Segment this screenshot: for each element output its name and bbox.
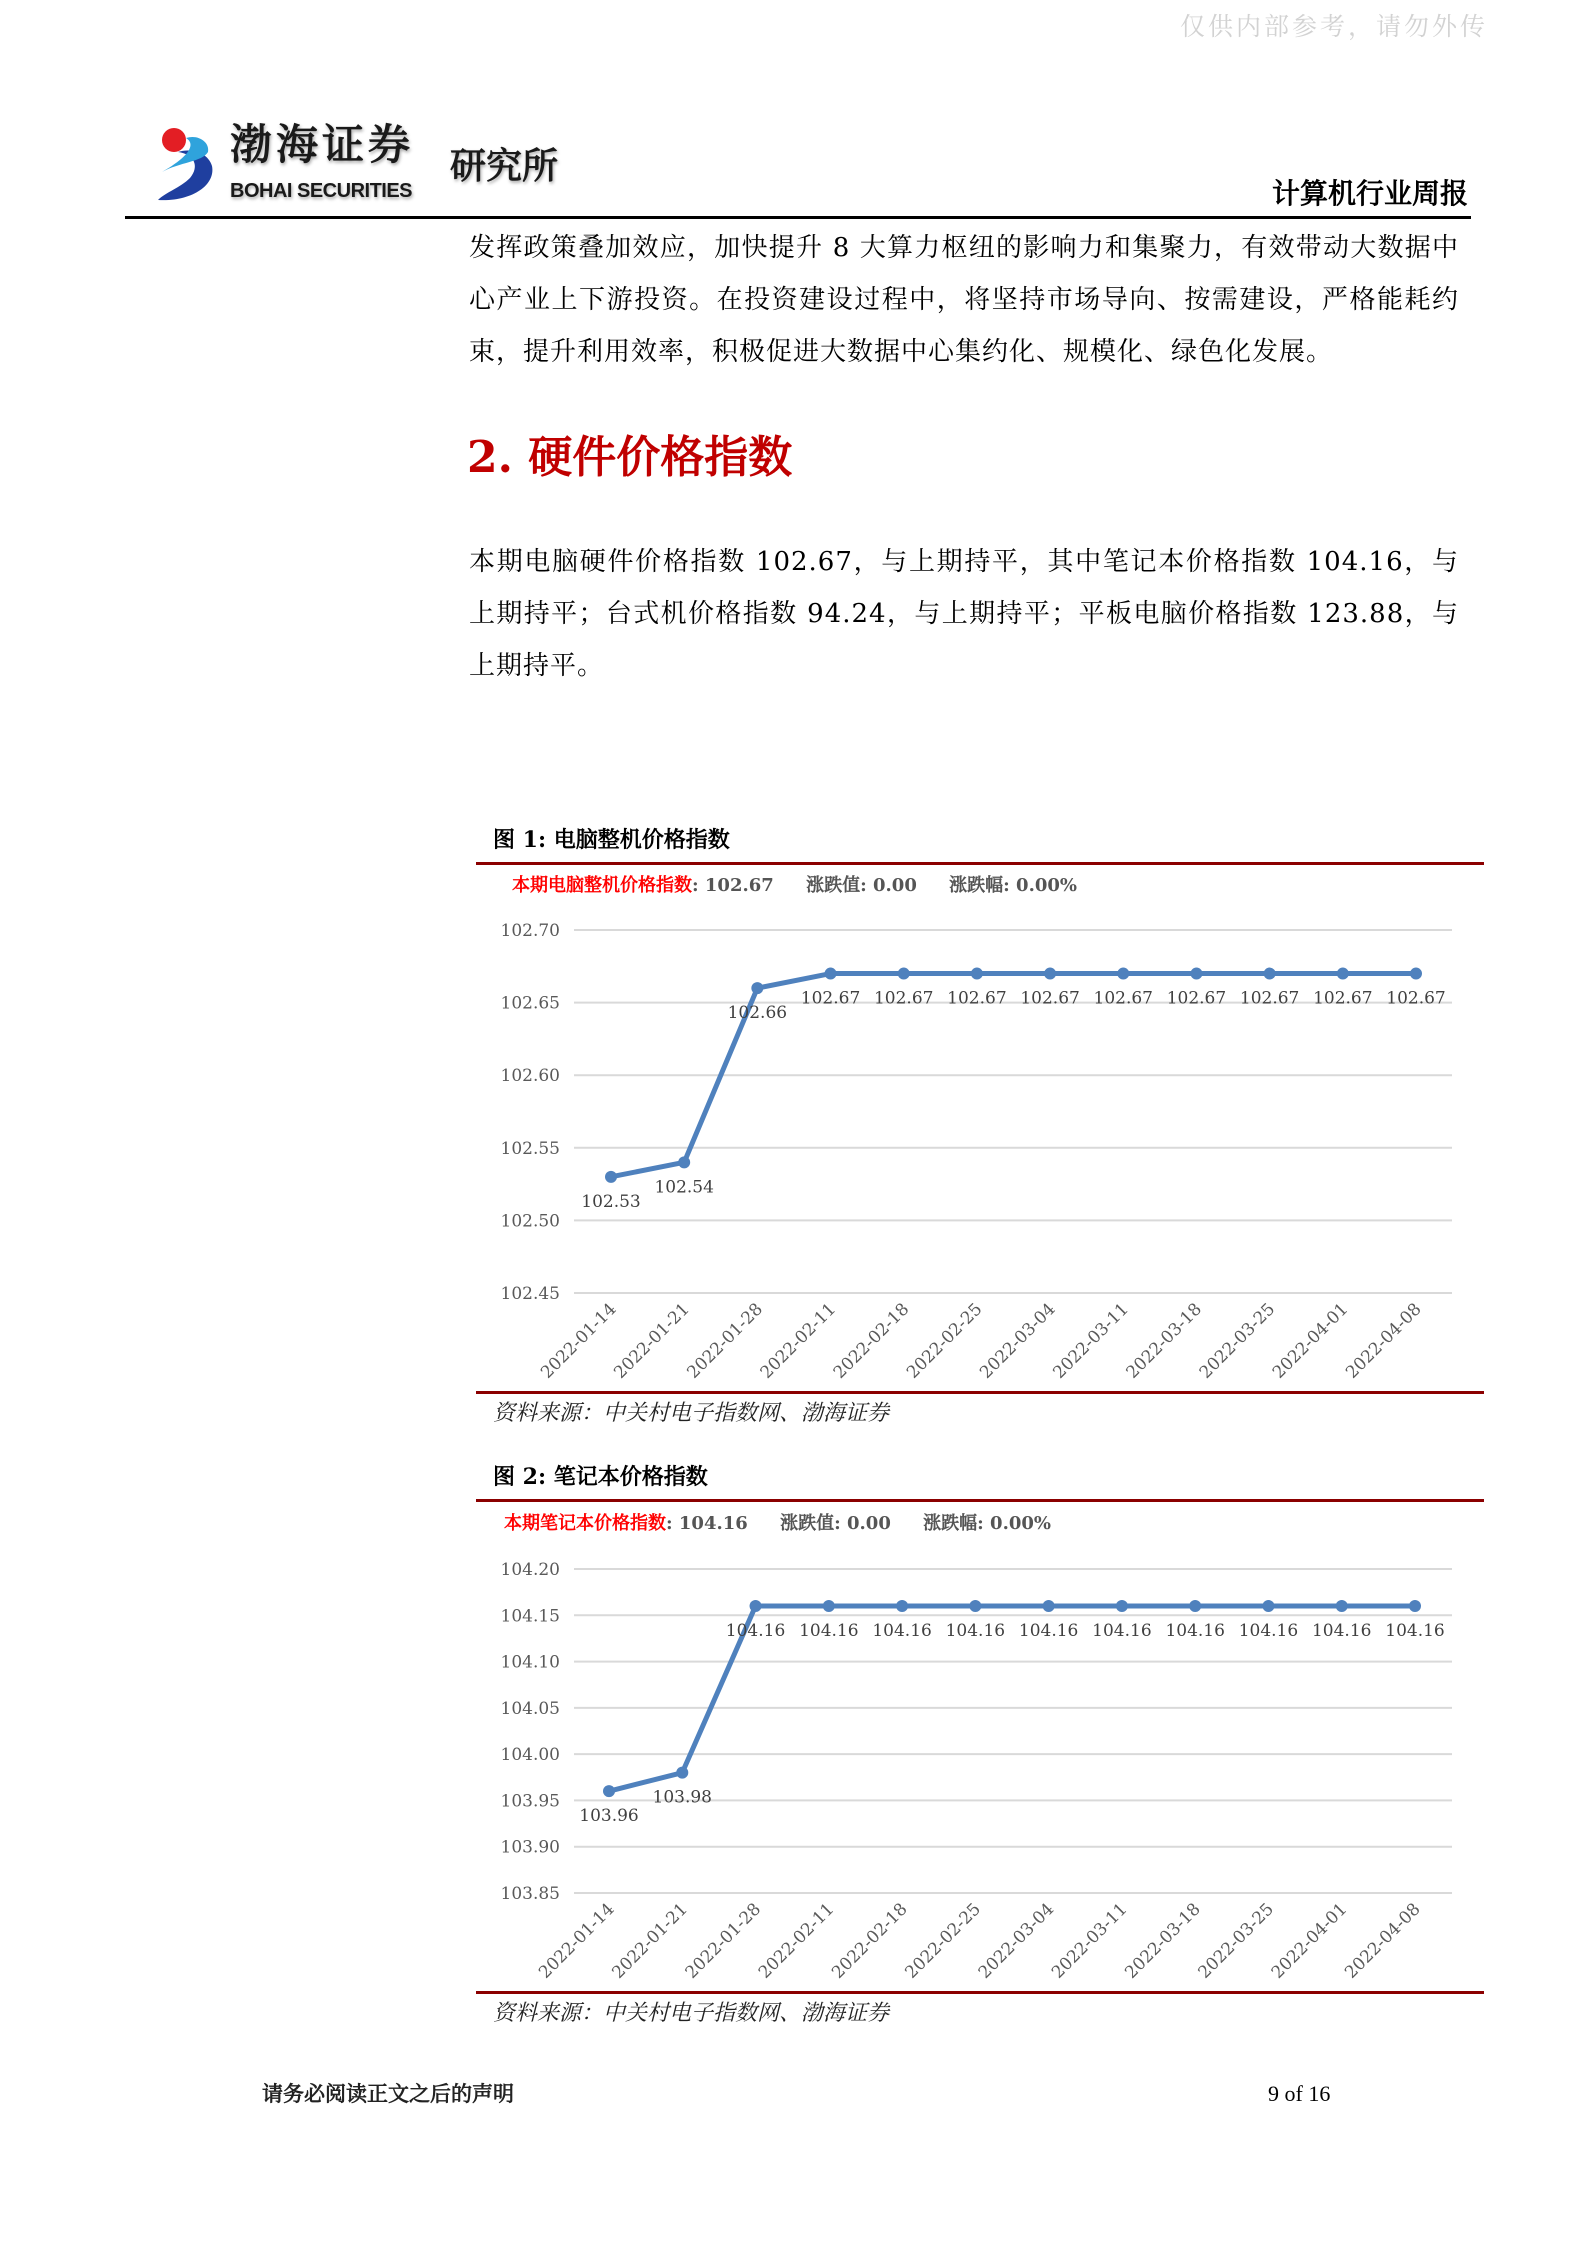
data-point (1337, 968, 1349, 980)
y-tick-label: 103.95 (500, 1791, 560, 1812)
figure-2-line-chart (0, 1540, 1586, 1990)
data-point (603, 1785, 615, 1797)
data-label: 102.67 (1093, 988, 1154, 1009)
y-tick-label: 102.70 (500, 921, 560, 941)
data-label: 102.67 (800, 988, 861, 1009)
figure-1-source: 资料来源：中关村电子指数网、渤海证券 (493, 1401, 890, 1426)
x-tick-label: 2022-04-08 (1341, 1899, 1425, 1983)
data-point (1409, 1600, 1421, 1612)
summary-change-label: 涨跌值 (806, 875, 861, 896)
x-tick-label: 2022-03-25 (1194, 1899, 1278, 1983)
data-label: 104.16 (1018, 1621, 1079, 1642)
x-tick-label: 2022-03-25 (1195, 1299, 1280, 1383)
data-point (1043, 1600, 1055, 1612)
summary-change: : 0.00 (834, 1513, 891, 1534)
data-label: 102.54 (654, 1177, 714, 1198)
x-tick-label: 2022-01-28 (681, 1899, 766, 1983)
data-label: 102.67 (1020, 988, 1080, 1009)
summary-change-label: 涨跌值 (780, 1513, 835, 1534)
data-point (825, 968, 837, 980)
data-label: 102.67 (1166, 988, 1227, 1009)
data-point (1410, 968, 1422, 980)
x-tick-label: 2022-01-21 (610, 1299, 694, 1383)
x-tick-label: 2022-01-14 (535, 1899, 619, 1983)
report-type: 计算机行业周报 (1271, 177, 1468, 210)
summary-pct: : 0.00% (977, 1513, 1051, 1534)
logo-english-name: BOHAI SECURITIES (230, 180, 413, 202)
data-point (969, 1600, 981, 1612)
data-point (898, 968, 910, 980)
data-point (1190, 968, 1202, 980)
figure-2-summary (504, 1512, 1051, 1536)
figure-2-bottom-rule (476, 1991, 1484, 1994)
watermark: 仅供内部参考，请勿外传 (1180, 12, 1489, 41)
data-point (1336, 1600, 1348, 1612)
data-point (971, 968, 983, 980)
data-label: 103.96 (579, 1806, 639, 1827)
x-tick-label: 2022-02-18 (828, 1899, 912, 1983)
y-tick-label: 103.85 (500, 1884, 560, 1904)
x-tick-label: 2022-03-04 (974, 1899, 1059, 1983)
data-label: 102.53 (581, 1191, 641, 1212)
y-tick-label: 103.90 (500, 1837, 560, 1858)
data-label: 104.16 (1092, 1621, 1152, 1642)
x-tick-label: 2022-01-21 (608, 1899, 692, 1983)
data-point (1264, 968, 1276, 980)
summary-value: : 104.16 (666, 1513, 748, 1534)
summary-label: 本期笔记本价格指数 (504, 1513, 666, 1534)
x-tick-label: 2022-01-14 (537, 1299, 621, 1383)
x-tick-label: 2022-04-01 (1268, 1299, 1353, 1383)
x-tick-label: 2022-02-11 (754, 1899, 839, 1983)
logo-mark-icon (150, 122, 222, 206)
y-tick-label: 102.55 (500, 1138, 560, 1159)
figure-1-line-chart (0, 870, 1586, 1390)
header-divider (125, 216, 1471, 219)
x-tick-label: 2022-03-11 (1049, 1299, 1133, 1383)
data-point (1044, 968, 1056, 980)
data-point (676, 1767, 688, 1779)
summary-pct-label: 涨跌幅 (923, 1513, 978, 1534)
x-tick-label: 2022-03-18 (1122, 1299, 1206, 1383)
x-tick-label: 2022-02-18 (829, 1299, 914, 1383)
summary-change: : 0.00 (860, 875, 917, 896)
data-point (896, 1600, 908, 1612)
y-tick-label: 102.60 (500, 1066, 560, 1087)
y-tick-label: 104.10 (500, 1652, 560, 1673)
figure-1-title: 图 1: 电脑整机价格指数 (493, 827, 730, 853)
data-label: 104.16 (1385, 1621, 1445, 1642)
figure-2-source: 资料来源：中关村电子指数网、渤海证券 (493, 2001, 890, 2026)
x-tick-label: 2022-02-25 (902, 1299, 987, 1383)
data-point (678, 1156, 690, 1168)
body-paragraph-1: 发挥政策叠加效应，加快提升 8 大算力枢纽的影响力和集聚力，有效带动大数据中心产业上下游投资。在投资建设过程中，将坚持市场导向、按需建设，严格能耗约束，提升利用效率，积极促进大数据中心集约化、规模化、绿色化发展。 (469, 233, 1459, 367)
x-tick-label: 2022-01-28 (683, 1299, 767, 1383)
section-heading: 2. 硬件价格指数 (467, 432, 793, 483)
y-tick-label: 102.50 (500, 1211, 560, 1232)
y-tick-label: 104.15 (500, 1606, 560, 1627)
y-tick-label: 102.65 (500, 993, 560, 1014)
data-label: 104.16 (725, 1621, 786, 1642)
y-tick-label: 104.05 (500, 1698, 560, 1719)
x-tick-label: 2022-02-11 (756, 1299, 841, 1383)
data-point (1262, 1600, 1274, 1612)
data-label: 104.16 (945, 1621, 1006, 1642)
data-label: 102.67 (1313, 988, 1373, 1009)
data-label: 104.16 (872, 1621, 932, 1642)
logo-institute: 研究所 (450, 145, 559, 187)
data-label: 104.16 (1165, 1621, 1225, 1642)
data-point (1117, 968, 1129, 980)
data-label: 103.98 (652, 1787, 713, 1808)
data-label: 102.67 (1386, 988, 1446, 1009)
data-label: 102.67 (873, 988, 934, 1009)
data-label: 102.66 (727, 1003, 788, 1024)
x-tick-label: 2022-02-25 (901, 1899, 985, 1983)
y-tick-label: 102.45 (500, 1284, 560, 1304)
summary-label: 本期电脑整机价格指数 (512, 875, 692, 896)
data-point (750, 1600, 762, 1612)
data-point (605, 1171, 617, 1183)
y-tick-label: 104.20 (500, 1560, 560, 1580)
x-tick-label: 2022-04-08 (1342, 1299, 1426, 1383)
figure-2-title: 图 2: 笔记本价格指数 (493, 1464, 708, 1490)
x-tick-label: 2022-03-18 (1121, 1899, 1205, 1983)
summary-pct-label: 涨跌幅 (949, 875, 1004, 896)
data-label: 104.16 (1311, 1621, 1372, 1642)
summary-value: : 102.67 (692, 875, 774, 896)
x-tick-label: 2022-03-04 (976, 1299, 1060, 1383)
data-label: 102.67 (947, 988, 1007, 1009)
data-point (1116, 1600, 1128, 1612)
figure-1-top-rule (476, 862, 1484, 865)
footer-disclaimer: 请务必阅读正文之后的声明 (262, 2081, 514, 2106)
data-point (823, 1600, 835, 1612)
figure-2-top-rule (476, 1499, 1484, 1502)
page-number: 9 of 16 (1268, 2081, 1331, 2106)
data-label: 104.16 (799, 1621, 859, 1642)
data-label: 102.67 (1239, 988, 1300, 1009)
figure-1-bottom-rule (476, 1391, 1484, 1394)
data-label: 104.16 (1238, 1621, 1299, 1642)
x-tick-label: 2022-04-01 (1267, 1899, 1352, 1983)
data-point (751, 982, 763, 994)
x-tick-label: 2022-03-11 (1047, 1899, 1132, 1983)
data-point (1189, 1600, 1201, 1612)
summary-pct: : 0.00% (1003, 875, 1077, 896)
y-tick-label: 104.00 (500, 1745, 560, 1766)
company-logo (150, 122, 560, 206)
body-paragraph-2: 本期电脑硬件价格指数 102.67，与上期持平，其中笔记本价格指数 104.16，与上期持平；台式机价格指数 94.24，与上期持平；平板电脑价格指数 123.88，与上期持平。 (469, 547, 1459, 681)
logo-chinese-name: 渤海证券 (230, 120, 415, 169)
